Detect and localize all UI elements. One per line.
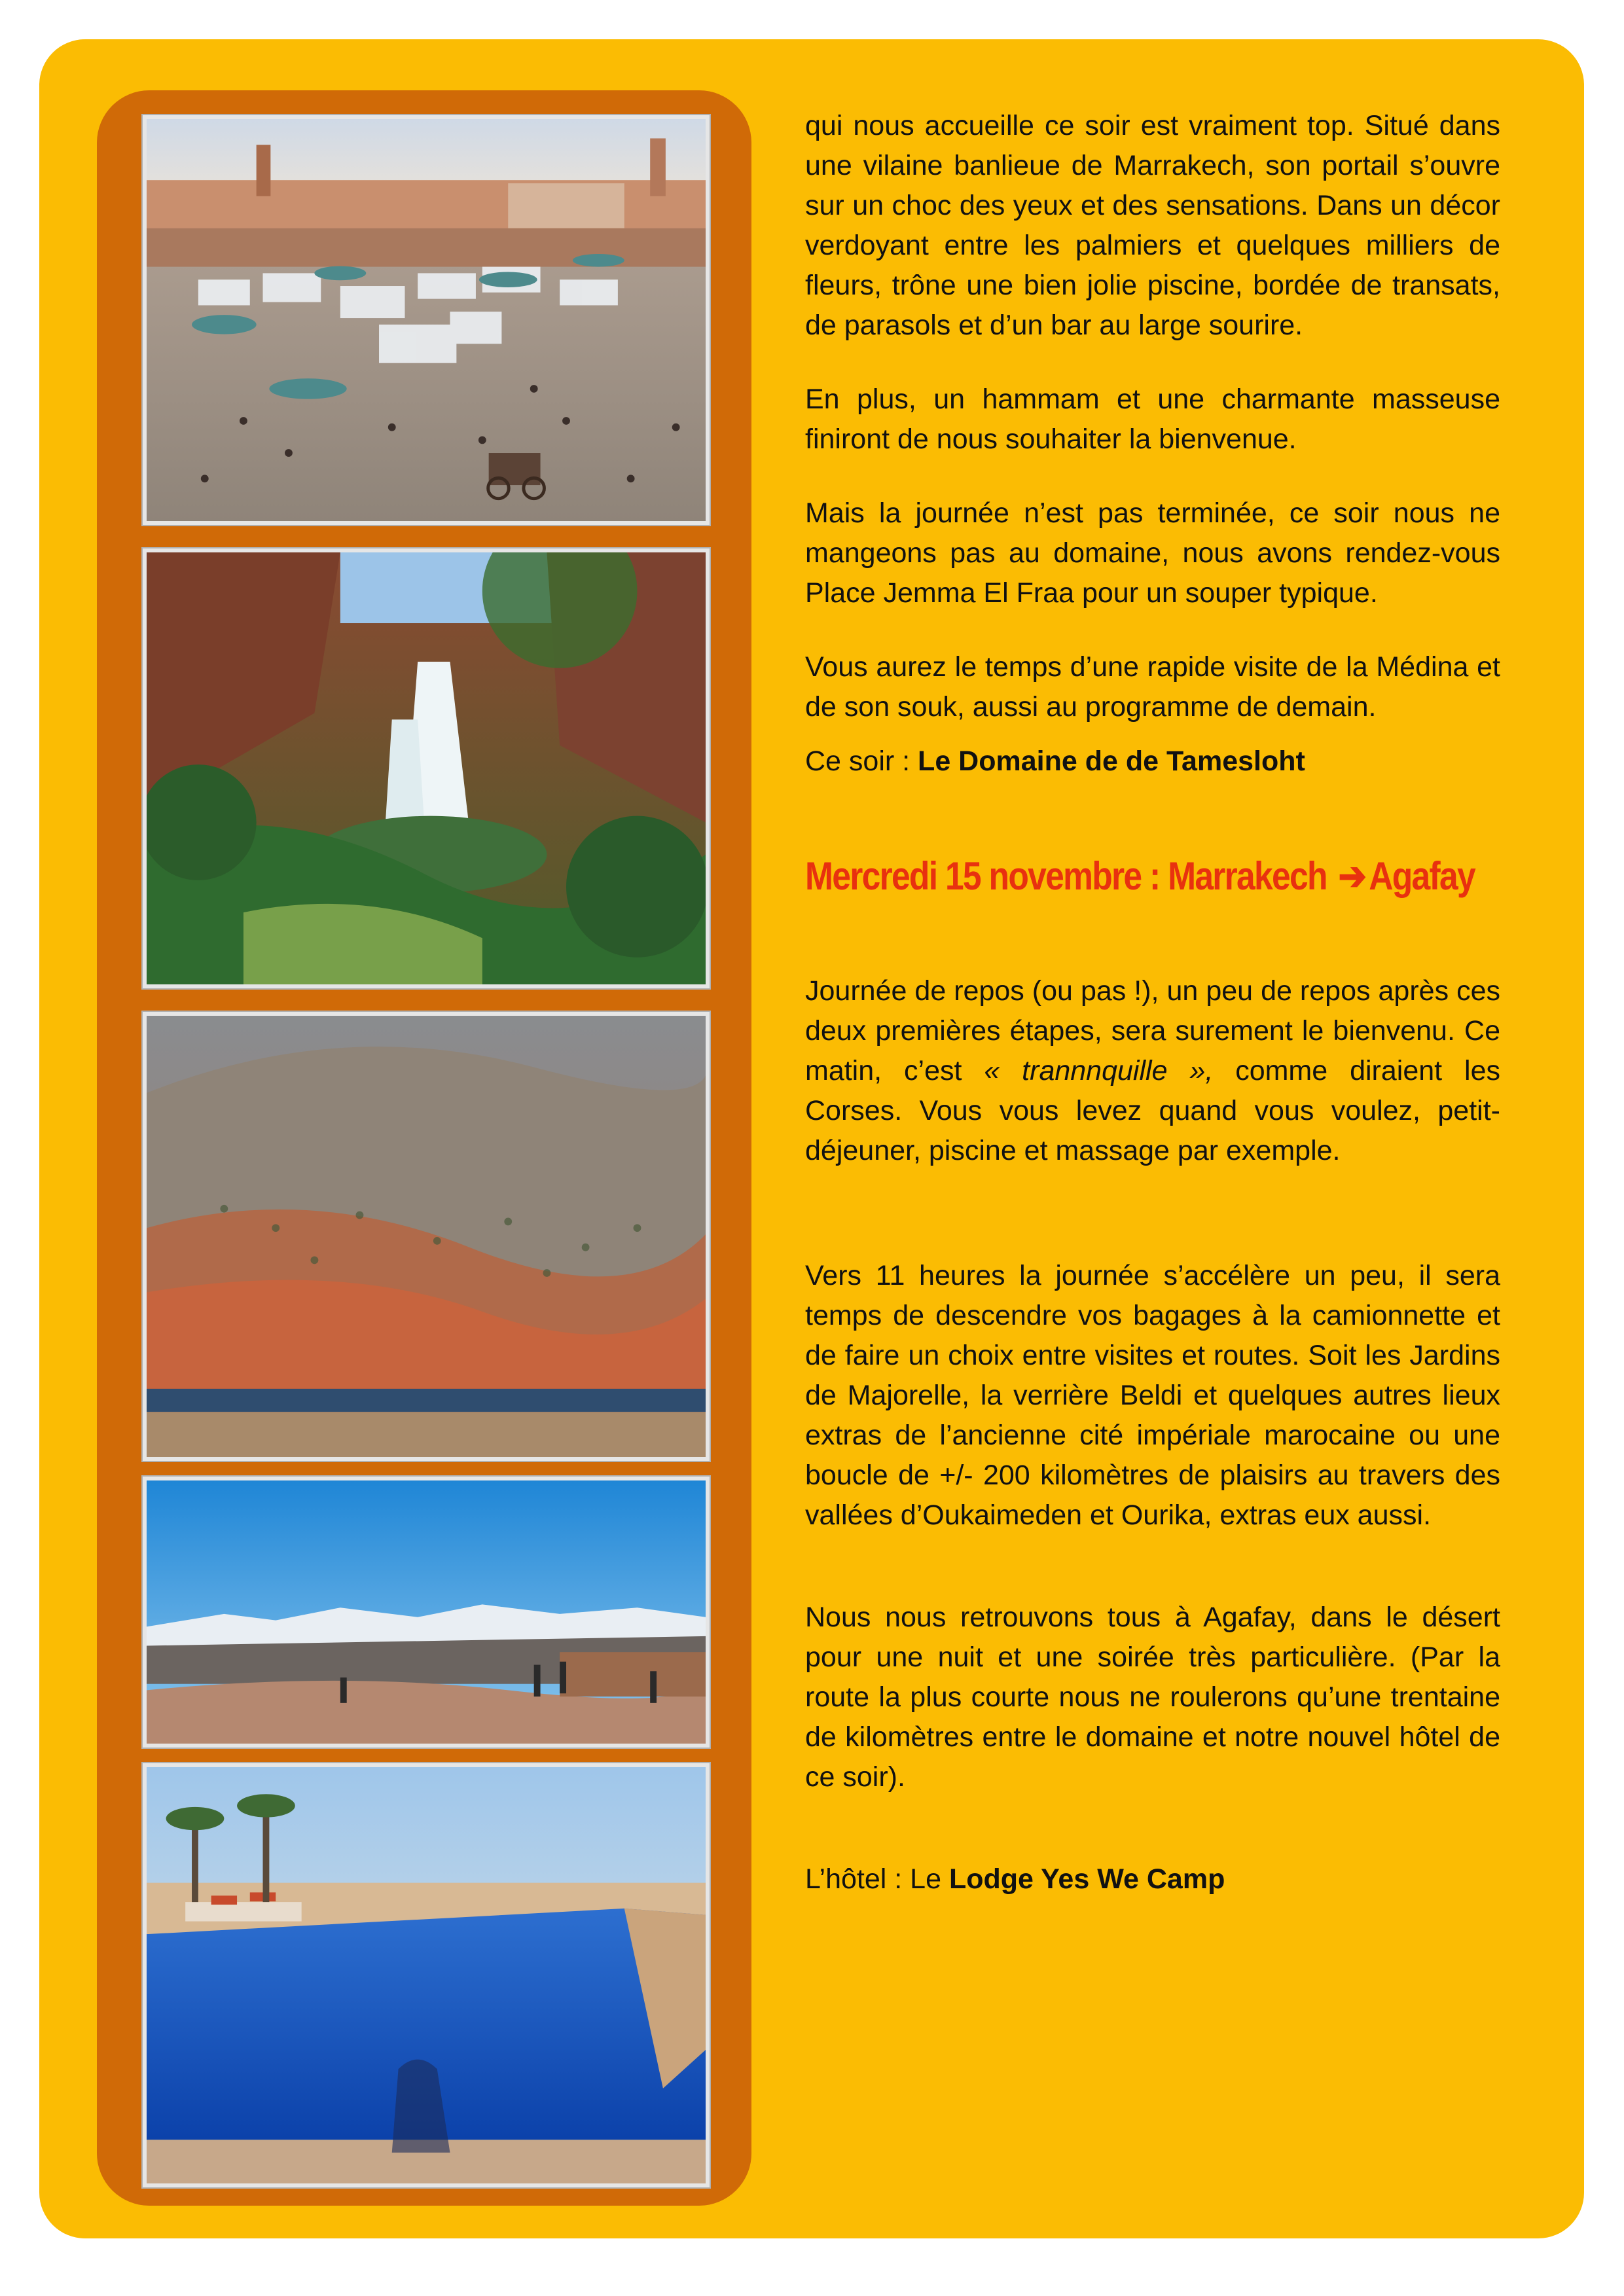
paragraph-dinner: Mais la journée n’est pas terminée, ce soir nous ne mangeons pas au domaine, nous avons rendez-vous Place Jemma El Fraa pour un souper typique. [805, 497, 1500, 609]
day-heading [805, 853, 1475, 899]
paragraph-medina: Vous aurez le temps d’une rapide visite de la Médina et de son souk, aussi au programme de demain. [805, 651, 1500, 723]
rest-day-text-start: Journée de repos (ou pas !), un peu de repos après ces deux premières étapes, sera surement le bienvenu. Ce matin, c’est [805, 975, 1500, 1086]
tonight-line [805, 742, 1500, 781]
waterfall-photo [143, 548, 710, 988]
marrakech-square-photo [143, 115, 710, 525]
hotel-line [805, 1859, 1500, 1899]
hotel-label: L’hôtel : Le [805, 1863, 949, 1895]
mountain-lake-photo [143, 1012, 710, 1461]
hotel-name: Lodge Yes We Camp [948, 1863, 1225, 1895]
text-column [805, 106, 1500, 1899]
paragraph-rest-day [805, 971, 1500, 1171]
paragraph-agafay: Nous nous retrouvons tous à Agafay, dans le désert pour une nuit et une soirée très particulière. (Par la route la plus courte nous ne roulerons qu’une trentaine de kilomètres entre le domaine et notre nouvel hôtel de ce soir). [805, 1602, 1500, 1793]
day-heading-right: Agafay [1369, 854, 1475, 898]
infinity-pool-photo [143, 1763, 710, 2187]
paragraph-excursions: Vers 11 heures la journée s’accélère un peu, il sera temps de descendre vos bagages à la camionnette et de faire un choix entre visites et routes. Soit les Jardins de Majorelle, la verrière Beldi et quelques autres lieux extras de l’ancienne cité impériale marocaine ou une boucle de +/- 200 kilomètres de plaisirs au travers des vallées d’Oukaimeden et Ourika, extras eux aussi. [805, 1260, 1500, 1531]
atlas-viewpoint-photo [143, 1477, 710, 1748]
day-heading-left: Mercredi 15 novembre : Marrakech [805, 854, 1327, 898]
tonight-hotel-name: Le Domaine de de Tamesloht [918, 745, 1305, 777]
rest-day-quote: « trannnquille », [984, 1055, 1214, 1086]
paragraph-hammam: En plus, un hammam et une charmante masseuse finiront de nous souhaiter la bienvenue. [805, 384, 1500, 455]
rest-day-text-end: comme diraient les Corses. Vous vous levez quand vous voulez, petit-déjeuner, piscine et massage par exemple. [805, 1055, 1500, 1166]
paragraph-hotel-description: qui nous accueille ce soir est vraiment top. Situé dans une vilaine banlieue de Marrakech, son portail s’ouvre sur un choc des yeux et des sensations. Dans un décor verdoyant entre les palmiers et quelques milliers de fleurs, trône une bien jolie piscine, bordée de transats, de parasols et d’un bar au large sourire. [805, 110, 1500, 341]
tonight-label: Ce soir : [805, 745, 918, 777]
right-arrow-icon: ➔ [1338, 854, 1366, 898]
